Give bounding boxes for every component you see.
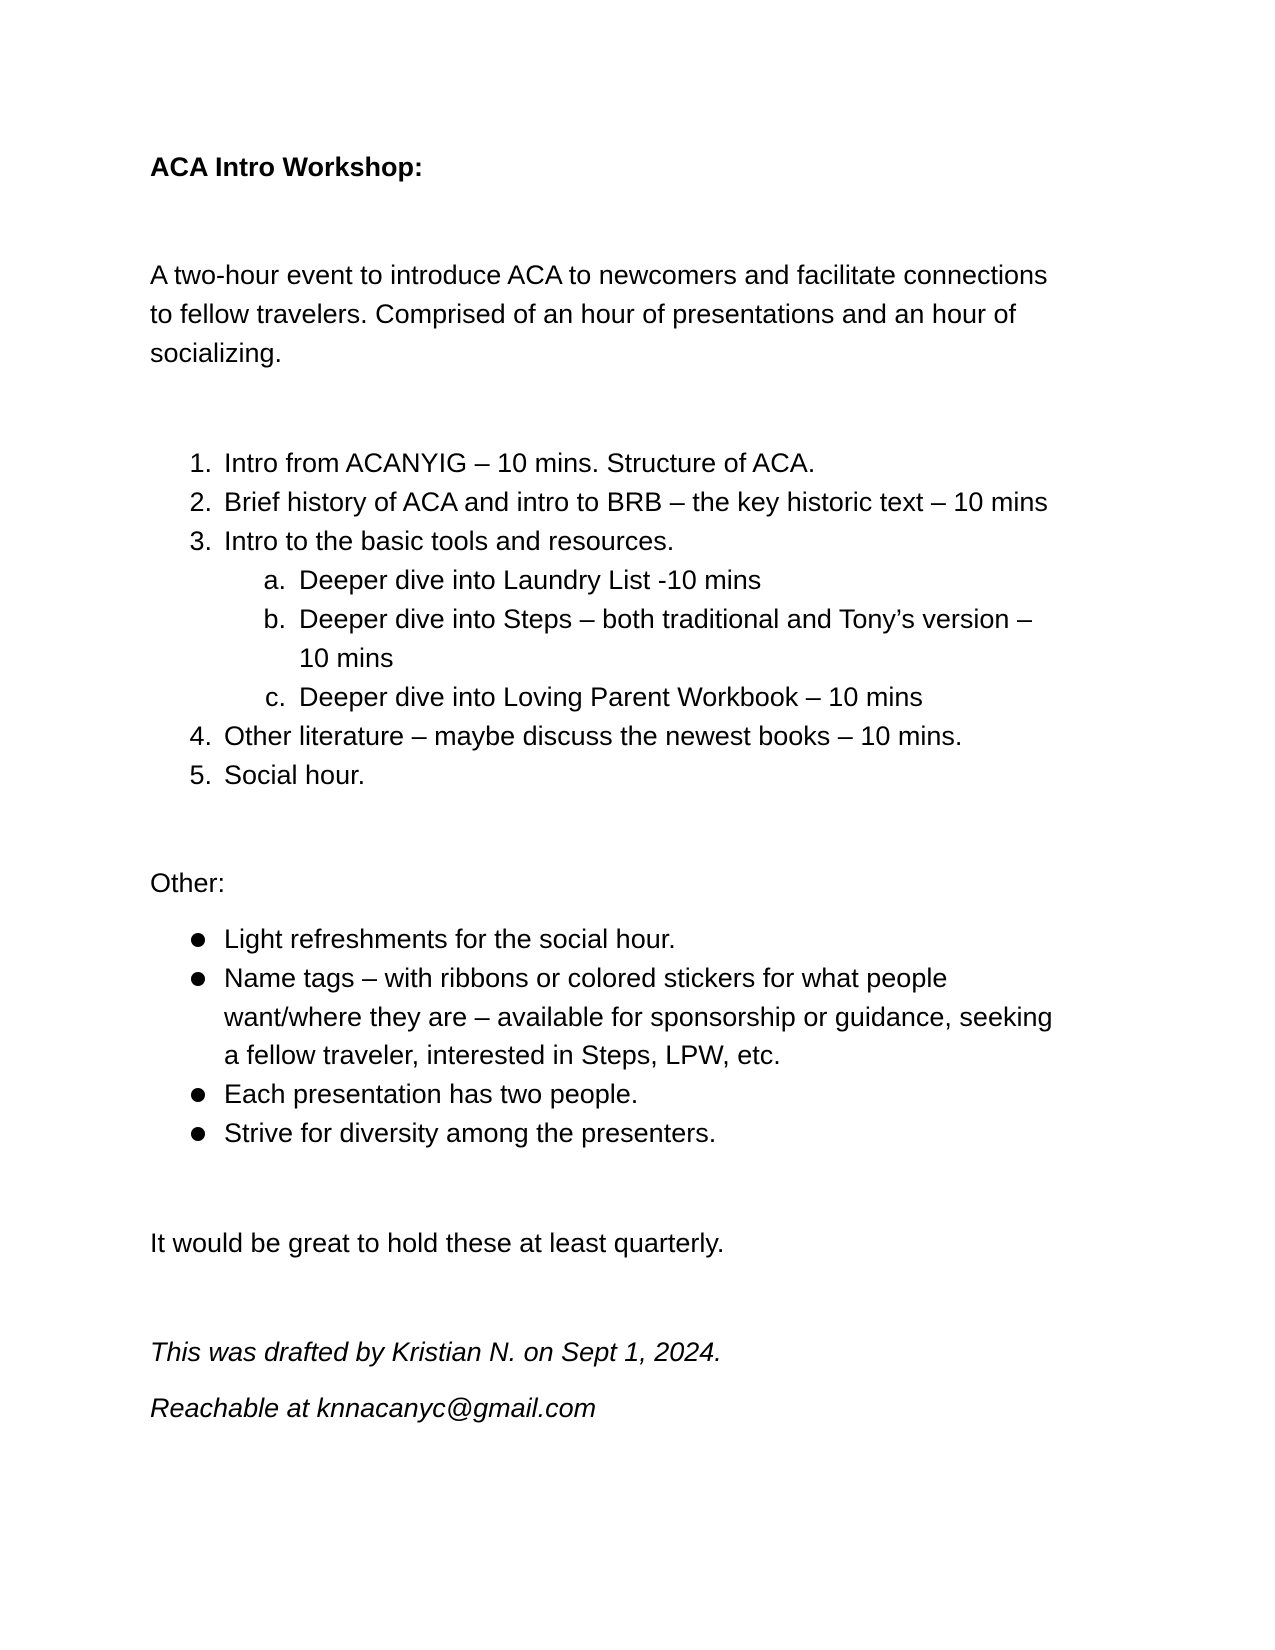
agenda-text: Intro to the basic tools and resources. xyxy=(224,526,675,556)
agenda-marker: 5. xyxy=(189,760,212,790)
bullet-icon xyxy=(191,1088,205,1102)
agenda-text: Deeper dive into Loving Parent Workbook – 10 mins xyxy=(299,682,923,712)
contact-text: Reachable at knnacanyc@gmail.com xyxy=(150,1393,597,1423)
other-item-text: Each presentation has two people. xyxy=(224,1079,639,1109)
agenda-text: Deeper dive into Laundry List -10 mins xyxy=(299,565,762,595)
agenda-marker: a. xyxy=(263,565,286,595)
other-item-text: Name tags – with ribbons or colored stickers for what people xyxy=(224,963,948,993)
agenda-marker: 1. xyxy=(189,448,212,478)
bullet-icon xyxy=(191,1127,205,1141)
other-item-text: Light refreshments for the social hour. xyxy=(224,924,676,954)
agenda-text: 10 mins xyxy=(299,643,394,673)
agenda-marker: 4. xyxy=(189,721,212,751)
bullet-icon xyxy=(191,972,205,986)
intro-line-2: to fellow travelers. Comprised of an hour of presentations and an hour of xyxy=(150,299,1016,329)
agenda-text: Other literature – maybe discuss the newest books – 10 mins. xyxy=(224,721,963,751)
other-item-text: want/where they are – available for sponsorship or guidance, seeking xyxy=(224,1002,1053,1032)
agenda-marker: 3. xyxy=(189,526,212,556)
intro-line-3: socializing. xyxy=(150,338,283,368)
agenda-text: Intro from ACANYIG – 10 mins. Structure of ACA. xyxy=(224,448,816,478)
agenda-marker: 2. xyxy=(189,487,212,517)
document-title: ACA Intro Workshop: xyxy=(150,152,423,182)
agenda-marker: c. xyxy=(264,682,286,712)
agenda-marker: b. xyxy=(263,604,286,634)
agenda-text: Brief history of ACA and intro to BRB – the key historic text – 10 mins xyxy=(224,487,1048,517)
agenda-text: Deeper dive into Steps – both traditional and Tony’s version – xyxy=(299,604,1032,634)
intro-line-1: A two-hour event to introduce ACA to newcomers and facilitate connections xyxy=(150,260,1048,290)
closing-text: It would be great to hold these at least quarterly. xyxy=(150,1228,725,1258)
signature-text: This was drafted by Kristian N. on Sept 1, 2024. xyxy=(150,1337,722,1367)
bullet-icon xyxy=(191,933,205,947)
other-heading: Other: xyxy=(150,868,226,898)
other-item-text: a fellow traveler, interested in Steps, LPW, etc. xyxy=(224,1040,781,1070)
other-item-text: Strive for diversity among the presenters. xyxy=(224,1118,717,1148)
agenda-text: Social hour. xyxy=(224,760,366,790)
